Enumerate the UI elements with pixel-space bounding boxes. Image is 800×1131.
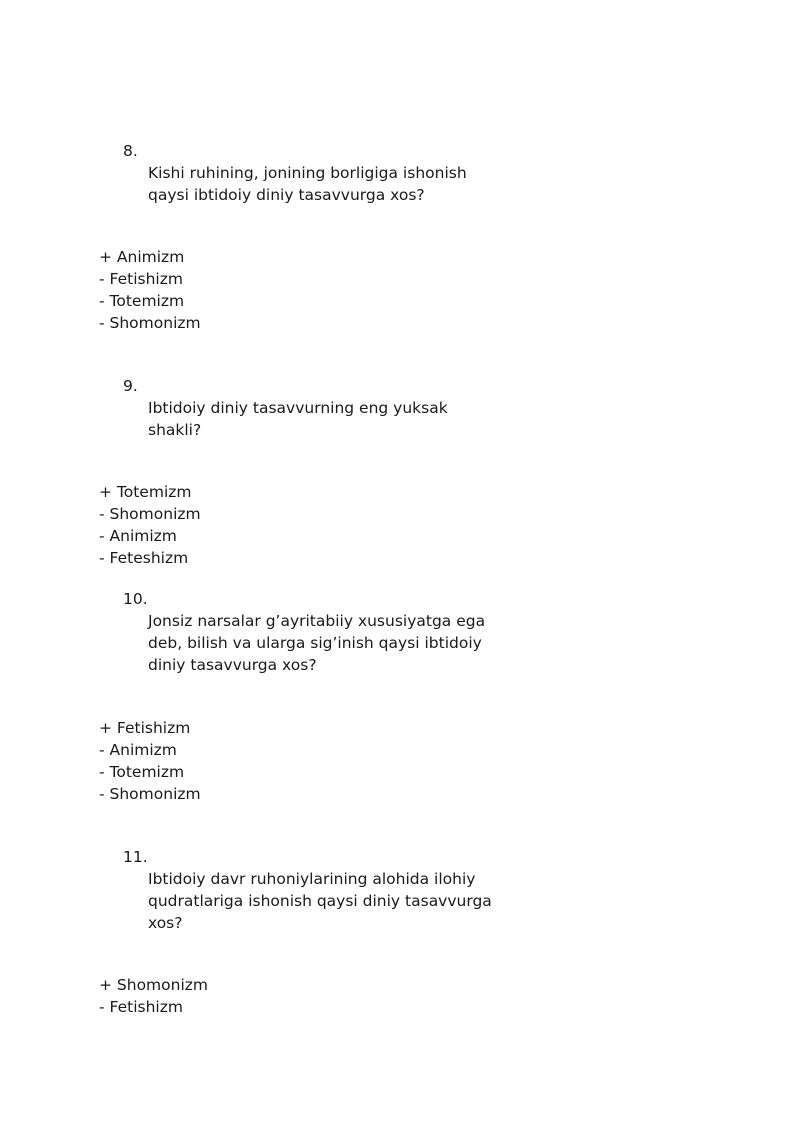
question-number: 11.: [123, 848, 148, 866]
question-text-line: Ibtidoiy davr ruhoniylarining alohida ilohiy: [148, 870, 476, 888]
answer-option: - Shomonizm: [99, 505, 201, 523]
answer-option-correct: + Shomonizm: [99, 976, 209, 994]
answer-option: - Animizm: [99, 741, 177, 759]
question-text-line: shakli?: [148, 421, 202, 439]
question-text-line: qaysi ibtidoiy diniy tasavvurga xos?: [148, 186, 425, 204]
question-number: 9.: [123, 377, 138, 395]
question-text-line: Jonsiz narsalar g’ayritabiiy xususiyatga ega: [148, 612, 486, 630]
question-text-line: diniy tasavvurga xos?: [148, 656, 317, 674]
question-number: 8.: [123, 142, 138, 160]
answer-option: - Animizm: [99, 527, 177, 545]
question-text-line: xos?: [148, 914, 183, 932]
answer-list: [99, 974, 208, 1018]
answer-list: [99, 481, 201, 569]
answer-option: - Shomonizm: [99, 785, 201, 803]
question-text: [148, 397, 493, 441]
question-text-line: qudratlariga ishonish qaysi diniy tasavvurga: [148, 892, 492, 910]
question-text: [148, 610, 493, 676]
question-text: [148, 162, 493, 206]
answer-list: [99, 246, 201, 334]
answer-option: - Fetishizm: [99, 998, 183, 1016]
answer-option: - Totemizm: [99, 763, 185, 781]
answer-option-correct: + Animizm: [99, 248, 185, 266]
question-text-line: Kishi ruhining, jonining borligiga ishonish: [148, 164, 467, 182]
answer-option-correct: + Totemizm: [99, 483, 192, 501]
question-text-line: deb, bilish va ularga sig’inish qaysi ibtidoiy: [148, 634, 482, 652]
question-number: 10.: [123, 590, 148, 608]
answer-option: - Shomonizm: [99, 314, 201, 332]
answer-option: - Feteshizm: [99, 549, 189, 567]
answer-option-correct: + Fetishizm: [99, 719, 191, 737]
answer-option: - Totemizm: [99, 292, 185, 310]
answer-option: - Fetishizm: [99, 270, 183, 288]
question-text-line: Ibtidoiy diniy tasavvurning eng yuksak: [148, 399, 448, 417]
question-text: [148, 868, 493, 934]
answer-list: [99, 717, 201, 805]
